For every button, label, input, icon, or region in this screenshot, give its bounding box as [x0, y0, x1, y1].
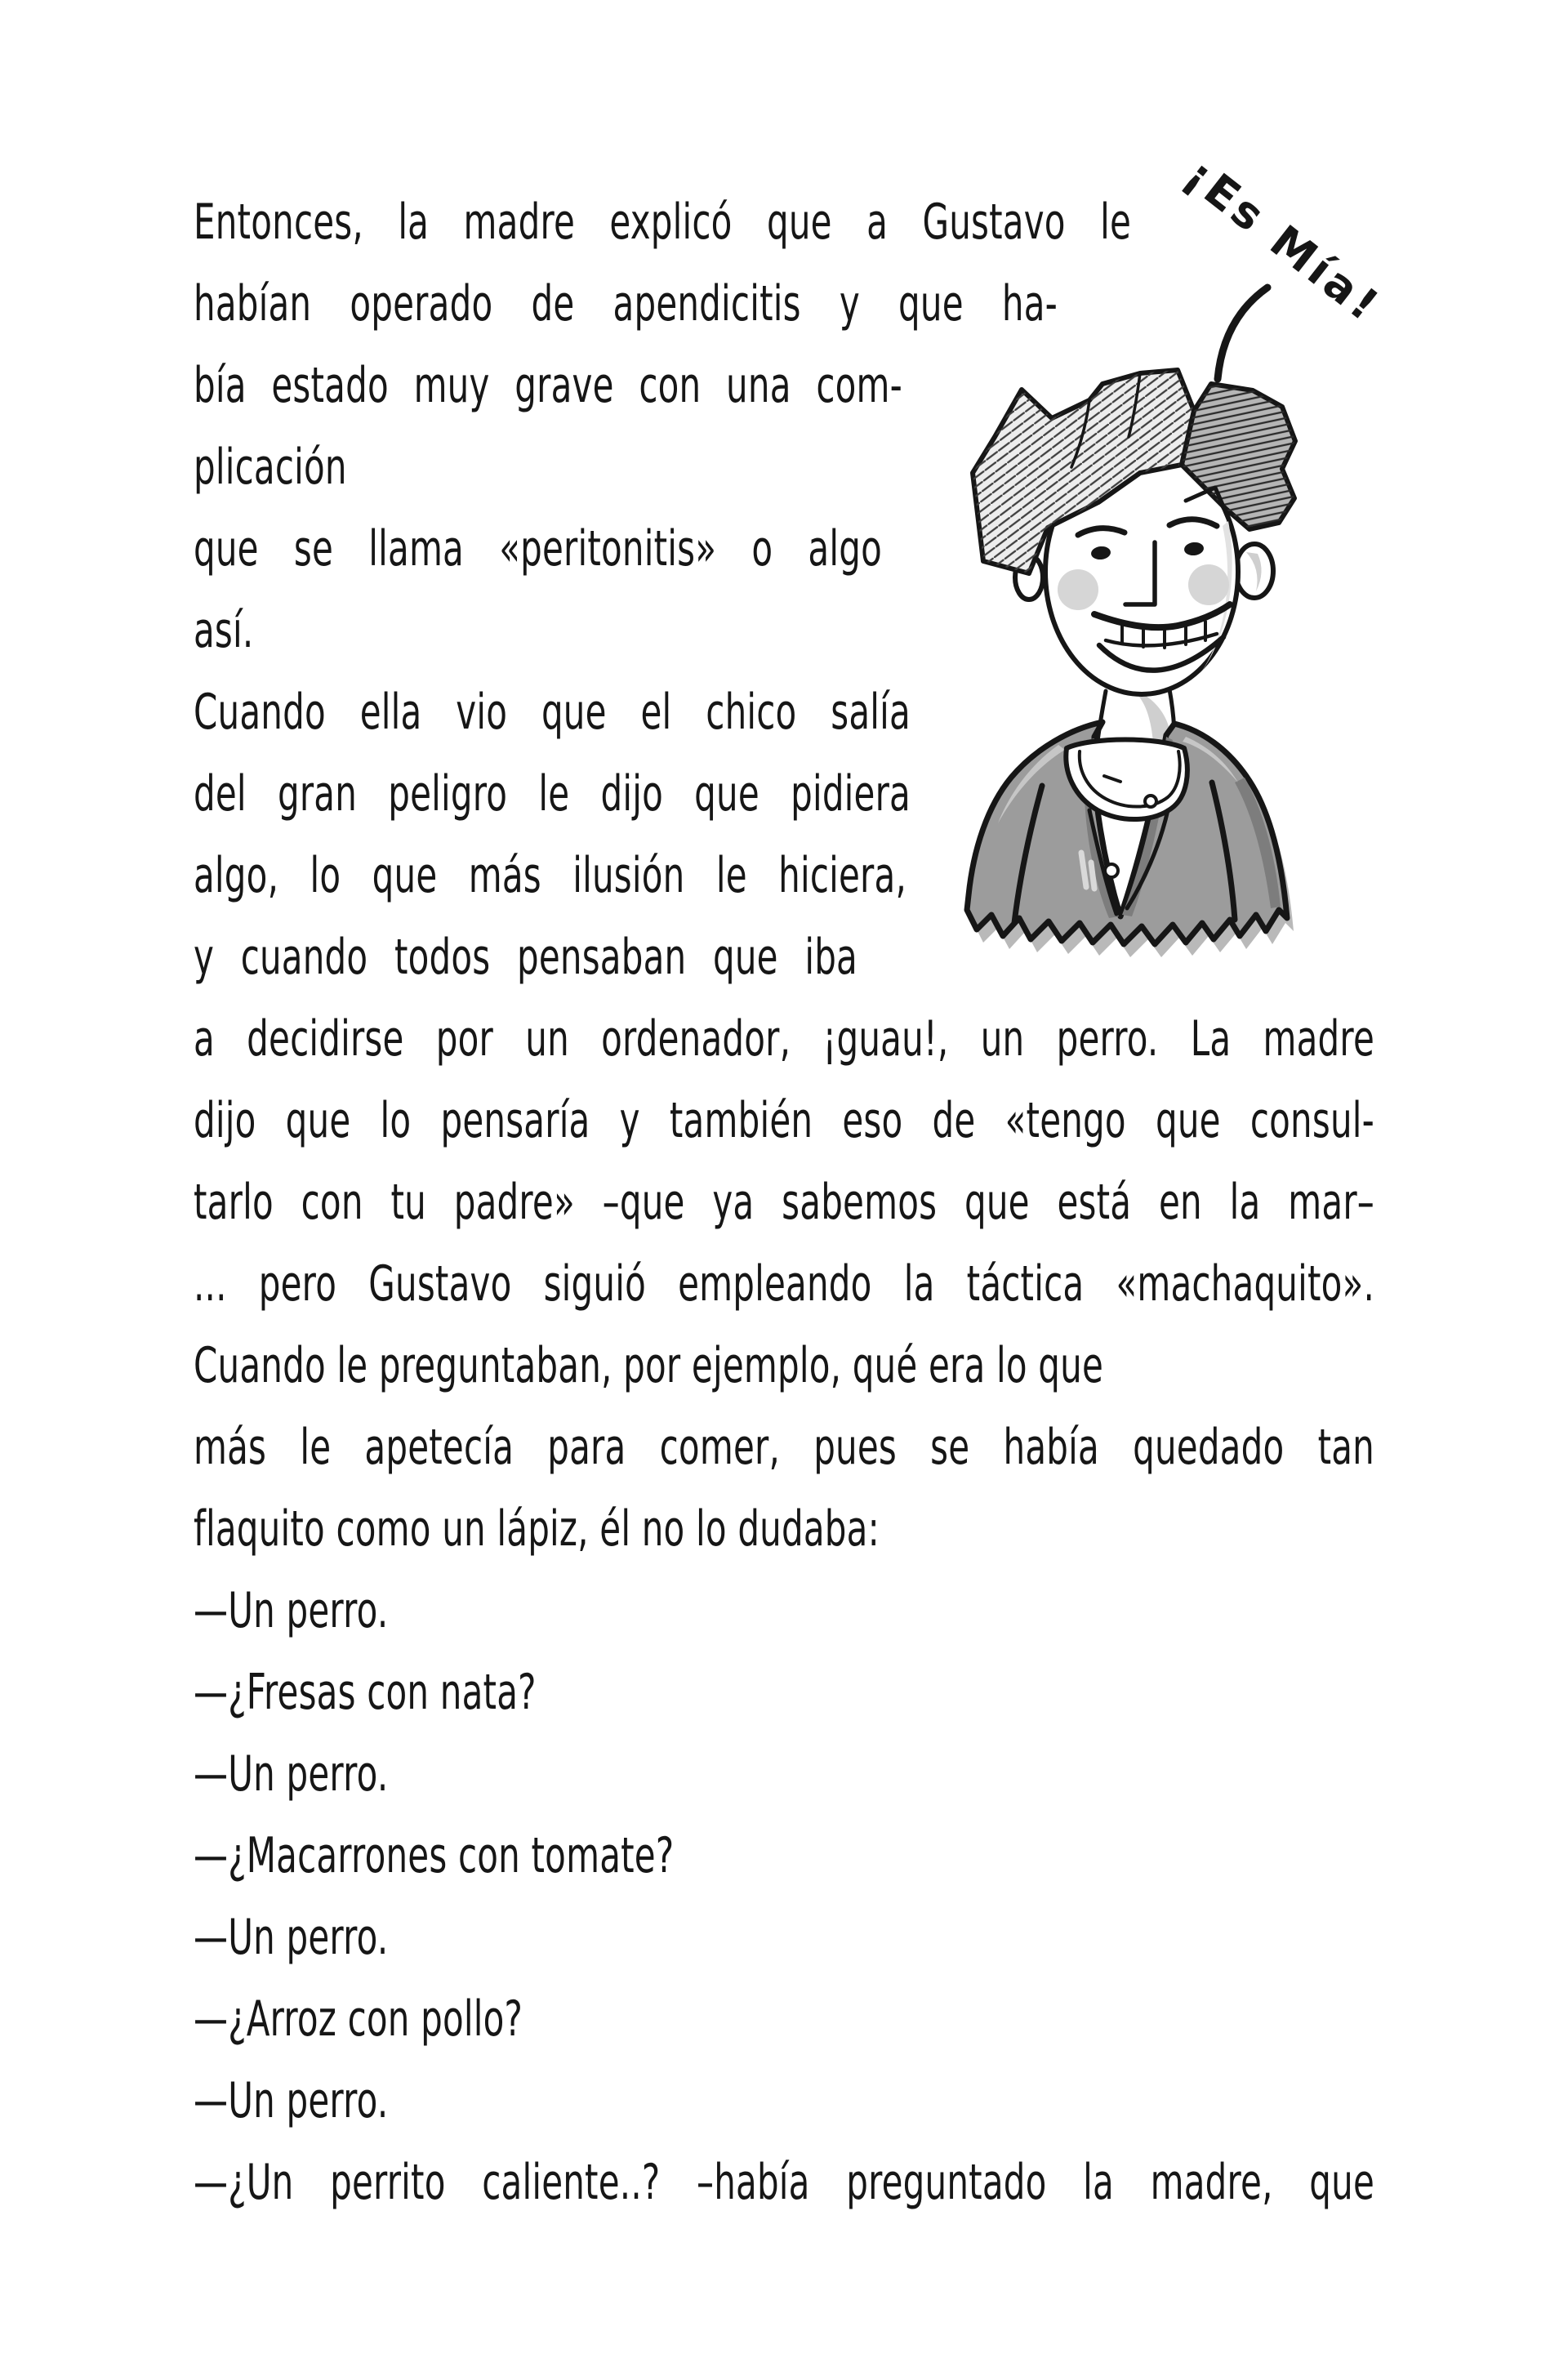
text-line: —Un perro. — [194, 1581, 389, 1639]
text-line: flaquito como un lápiz, él no lo dudaba: — [194, 1500, 880, 1558]
text-line: —Un perro. — [194, 1908, 389, 1966]
text-line: —Un perro. — [194, 2071, 389, 2129]
right-cheek — [1188, 564, 1229, 605]
boy-body — [967, 689, 1294, 957]
text-line: tarlo con tu padre» –que ya sabemos que está en la mar– — [194, 1173, 1374, 1231]
text-line: del gran peligro le dijo que pidiera — [194, 765, 911, 822]
boy-illustration — [923, 270, 1413, 964]
right-ear — [1236, 544, 1273, 598]
text-line: ... pero Gustavo siguió empleando la táctica «machaquito». — [194, 1255, 1374, 1313]
text-line: —Un perro. — [194, 1745, 389, 1803]
left-cheek — [1058, 569, 1098, 610]
text-line: a decidirse por un ordenador, ¡guau!, un perro. La madre — [194, 1010, 1374, 1068]
text-line: y cuando todos pensaban que iba — [194, 928, 858, 986]
text-line: bía estado muy grave con una com- — [194, 356, 902, 414]
text-line: plicación — [194, 438, 347, 496]
text-line: algo, lo que más ilusión le hiciera, — [194, 846, 906, 904]
text-line: así. — [194, 601, 254, 659]
text-line: dijo que lo pensaría y también eso de «tengo que consul- — [194, 1091, 1374, 1149]
text-line: más le apetecía para comer, pues se había quedado tan — [194, 1418, 1374, 1476]
text-line: Cuando ella vio que el chico salía — [194, 683, 911, 741]
text-line: Cuando le preguntaban, por ejemplo, qué era lo que — [194, 1336, 1103, 1394]
text-line: habían operado de apendicitis y que ha- — [194, 274, 1058, 332]
text-line: que se llama «peritonitis» o algo — [194, 519, 882, 577]
text-line: —¿Macarrones con tomate? — [194, 1826, 675, 1884]
speech-exclamation: ¡Es Mía! — [1175, 149, 1392, 333]
text-line: Entonces, la madre explicó que a Gustavo le — [194, 193, 1131, 251]
text-line: —¿Un perrito caliente..? –había preguntado la madre, que — [194, 2153, 1374, 2211]
text-line: —¿Fresas con nata? — [194, 1663, 537, 1721]
text-line: —¿Arroz con pollo? — [194, 1990, 523, 2048]
speech-curve-stroke — [1218, 288, 1267, 379]
